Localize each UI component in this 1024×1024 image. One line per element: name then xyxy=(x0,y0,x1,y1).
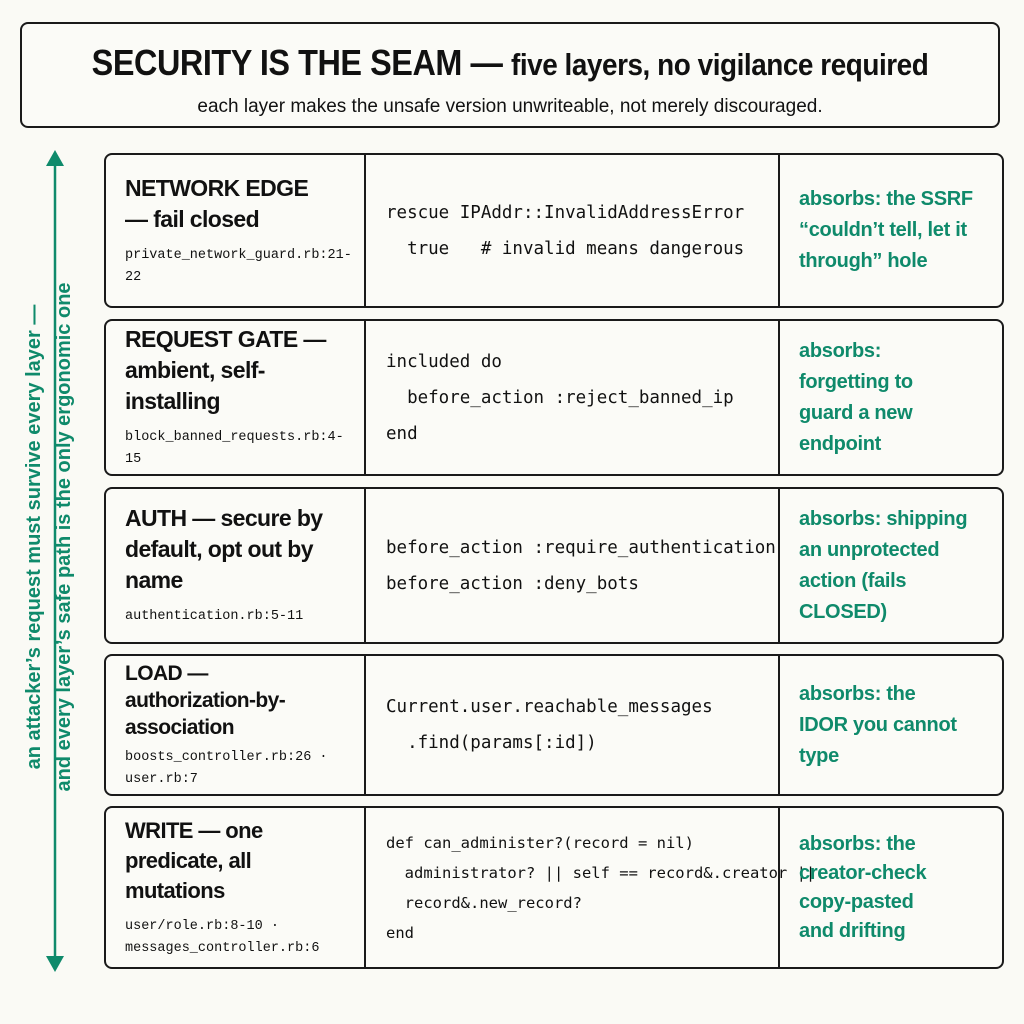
layer-absorbs: absorbs: shipping an unprotected action (fails CLOSED) xyxy=(799,507,968,623)
layer-file-ref: private_network_guard.rb:21-22 xyxy=(125,247,352,285)
code-line: Current.user.reachable_messages xyxy=(386,697,713,717)
layer-file-ref: user/role.rb:8-10 · messages_controller.rb:6 xyxy=(125,918,320,956)
layer-file-ref: boosts_controller.rb:26 · user.rb:7 xyxy=(125,749,328,787)
layer-code-cell xyxy=(366,321,780,474)
layer-load xyxy=(104,654,1004,796)
layer-name-cell xyxy=(106,656,366,794)
layer-code-cell xyxy=(366,155,780,306)
layer-name: REQUEST GATE — ambient, self-installing xyxy=(125,326,326,414)
layer-absorbs-cell xyxy=(780,656,1002,794)
layer-absorbs: absorbs: the creator-check copy-pasted and drifting xyxy=(799,832,927,942)
title-banner xyxy=(20,22,1000,128)
side-label xyxy=(19,157,79,917)
side-label-line-2: and every layer’s safe path is the only ergonomic one xyxy=(53,282,75,792)
layer-file-ref: block_banned_requests.rb:4-15 xyxy=(125,430,344,467)
layer-absorbs-cell xyxy=(780,321,1002,474)
code-line: end xyxy=(386,423,418,444)
side-label-line-1: an attacker’s request must survive every layer — xyxy=(23,304,45,770)
layer-auth xyxy=(104,487,1004,644)
layer-write xyxy=(104,806,1004,969)
code-line: true # invalid means dangerous xyxy=(386,238,745,259)
title-main: SECURITY IS THE SEAM — xyxy=(91,42,511,83)
layer-name-cell xyxy=(106,321,366,474)
layer-absorbs-cell xyxy=(780,808,1002,967)
layer-name: LOAD — authorization-by-association xyxy=(125,661,286,739)
layer-name-cell xyxy=(106,808,366,967)
code-line: before_action :deny_bots xyxy=(386,573,639,594)
layer-absorbs: absorbs: the SSRF “couldn’t tell, let it through” hole xyxy=(799,188,973,272)
code-line: rescue IPAddr::InvalidAddressError xyxy=(386,202,745,223)
code-line: before_action :require_authentication xyxy=(386,537,776,558)
layer-file-ref: authentication.rb:5-11 xyxy=(125,609,304,624)
layer-absorbs: absorbs: forgetting to guard a new endpoint xyxy=(799,339,913,455)
layer-name: WRITE — one predicate, all mutations xyxy=(125,817,263,903)
layer-name: NETWORK EDGE — fail closed xyxy=(125,174,309,232)
layer-request-gate xyxy=(104,319,1004,476)
layer-name: AUTH — secure by default, opt out by name xyxy=(125,505,323,593)
layer-code-cell xyxy=(366,656,780,794)
layer-code-cell xyxy=(366,808,816,967)
code-line: .find(params[:id]) xyxy=(386,733,597,753)
code-line: def can_administer?(record = nil) xyxy=(386,833,694,852)
layer-code-cell xyxy=(366,489,780,642)
layer-name-cell xyxy=(106,155,366,306)
layer-absorbs: absorbs: the IDOR you cannot type xyxy=(799,682,957,767)
title-sub: five layers, no vigilance required xyxy=(510,47,929,82)
layer-name-cell xyxy=(106,489,366,642)
layer-absorbs-cell xyxy=(780,155,1002,306)
layer-network-edge xyxy=(104,153,1004,308)
layer-absorbs-cell xyxy=(780,489,1002,642)
code-line: record&.new_record? xyxy=(386,893,582,912)
page-title xyxy=(71,42,949,84)
code-line: before_action :reject_banned_ip xyxy=(386,387,734,408)
page-subtitle: each layer makes the unsafe version unwriteable, not merely discouraged. xyxy=(197,96,823,117)
code-line: administrator? || self == record&.creator || xyxy=(386,863,816,882)
code-line: included do xyxy=(386,351,502,372)
code-line: end xyxy=(386,923,414,942)
